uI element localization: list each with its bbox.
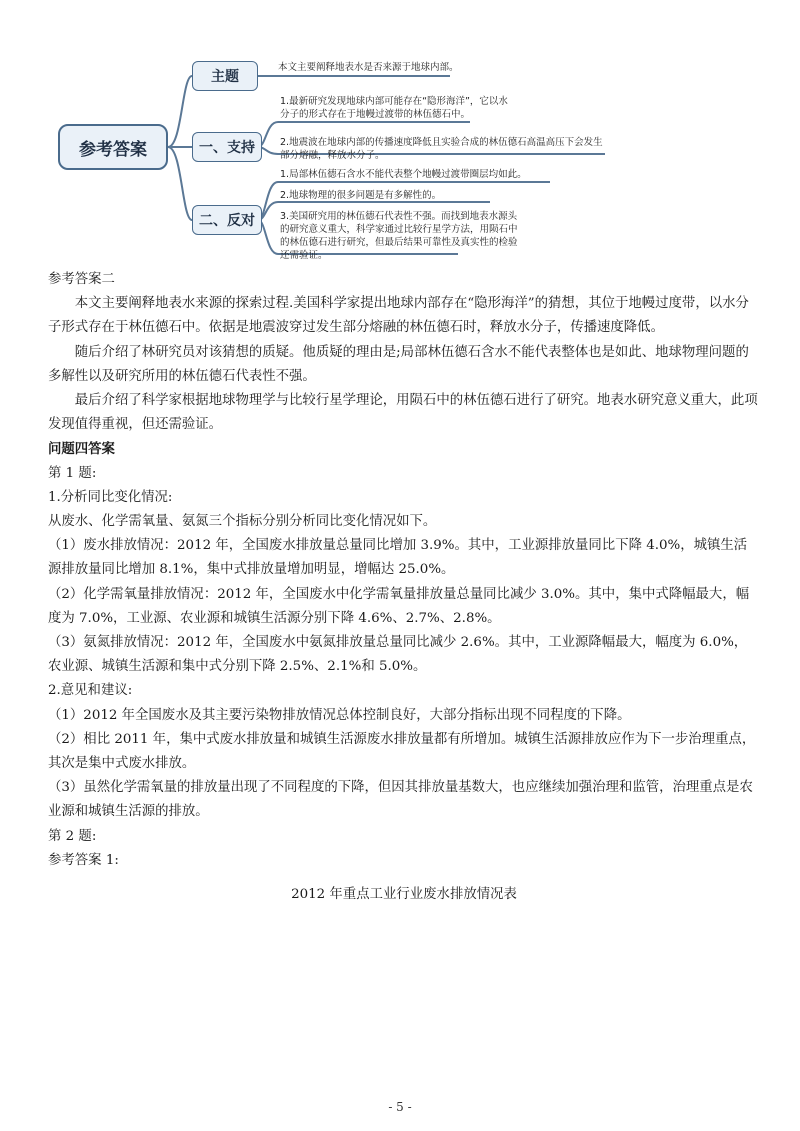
answer2-paragraph-2: 随后介绍了林研究员对该猜想的质疑。他质疑的理由是;局部林伍德石含水不能代表整体也是如此、地球物理问题的多解性以及研究所用的林伍德石代表性不强。 xyxy=(48,344,749,384)
leaf-oppose-3: 3.美国研究用的林伍德石代表性不强。而找到地表水源头的研究意义重大，科学家通过比较行星学方法，用陨石中的林伍德石进行研究，但最后结果可靠性及真实性的检验还需验证。 xyxy=(280,211,518,261)
answer2-heading: 参考答案二 xyxy=(48,272,115,287)
item2-b: （2）相比 2011 年，集中式废水排放量和城镇生活源废水排放量都有所增加。城镇生活源排放应作为下一步治理重点，其次是集中式废水排放。 xyxy=(48,731,756,772)
q1-label: 第 1 题: xyxy=(48,465,97,481)
table-title: 2012 年重点工业行业废水排放情况表 xyxy=(291,887,517,903)
item1-b: （2）化学需氧量排放情况：2012 年，全国废水中化学需氧量排放量总量同比减少 3.0%。其中，集中式降幅最大，幅度为 7.0%，工业源、农业源和城镇生活源分别下降 4.6%、2.7%、2.8%。 xyxy=(48,586,750,626)
q2-label: 第 2 题: xyxy=(48,828,97,844)
item1-intro: 从废水、化学需氧量、氨氮三个指标分别分析同比变化情况如下。 xyxy=(48,514,437,530)
answer2-paragraph-3: 最后介绍了科学家根据地球物理学与比较行星学理论，用陨石中的林伍德石进行了研究。地表水研究意义重大，此项发现值得重视，但还需验证。 xyxy=(48,393,758,433)
item1-c: （3）氨氮排放情况：2012 年，全国废水中氨氮排放量总量同比减少 2.6%。其中，工业源降幅最大，幅度为 6.0%，农业源、城镇生活源和集中式分别下降 2.5%、2.1%和 5.0%。 xyxy=(48,635,748,675)
q4-heading: 问题四答案 xyxy=(48,441,115,458)
item2-a: （1）2012 年全国废水及其主要污染物排放情况总体控制良好，大部分指标出现不同程度的下降。 xyxy=(48,707,631,723)
answer2-paragraph-1: 本文主要阐释地表水来源的探索过程.美国科学家提出地球内部存在“隐形海洋”的猜想，其位于地幔过度带，以水分子形式存在于林伍德石中。依据是地震波穿过发生部分熔融的林伍德石时，释放水分子，传播速度降低。 xyxy=(48,296,749,336)
leaf-support-1: 1.最新研究发现地球内部可能存在“隐形海洋”，它以水分子的形式存在于地幔过渡带的林伍德石中。 xyxy=(280,96,508,120)
branch-theme: 主题 xyxy=(192,61,258,91)
item1-a: （1）废水排放情况：2012 年，全国废水排放量总量同比增加 3.9%。其中，工业源排放量同比下降 4.0%，城镇生活源排放量同比增加 8.1%，集中式排放量增加明显，增幅达 25.0%。 xyxy=(48,538,748,578)
branch-oppose: 二、反对 xyxy=(192,205,262,235)
item2-title: 2.意见和建议: xyxy=(48,683,133,699)
leaf-theme-1: 本文主要阐释地表水是否来源于地球内部。 xyxy=(278,62,459,73)
page-number: - 5 - xyxy=(388,1100,412,1114)
leaf-oppose-1: 1.局部林伍德石含水不能代表整个地幔过渡带圈层均如此。 xyxy=(280,169,527,180)
leaf-oppose-2: 2.地球物理的很多问题是有多解性的。 xyxy=(280,190,442,201)
branch-support: 一、支持 xyxy=(192,132,262,162)
leaf-support-2: 2.地震波在地球内部的传播速度降低且实验合成的林伍德石高温高压下会发生部分熔融，释放水分子。 xyxy=(280,137,603,161)
item2-c: （3）虽然化学需氧量的排放量出现了不同程度的下降，但因其排放量基数大，也应继续加强治理和监管，治理重点是农业源和城镇生活源的排放。 xyxy=(48,780,753,820)
item1-title: 1.分析同比变化情况: xyxy=(48,489,173,505)
mindmap xyxy=(50,52,610,264)
document-body xyxy=(48,268,760,907)
ref1-label: 参考答案 1: xyxy=(48,852,119,868)
mindmap-root: 参考答案 xyxy=(58,124,168,170)
